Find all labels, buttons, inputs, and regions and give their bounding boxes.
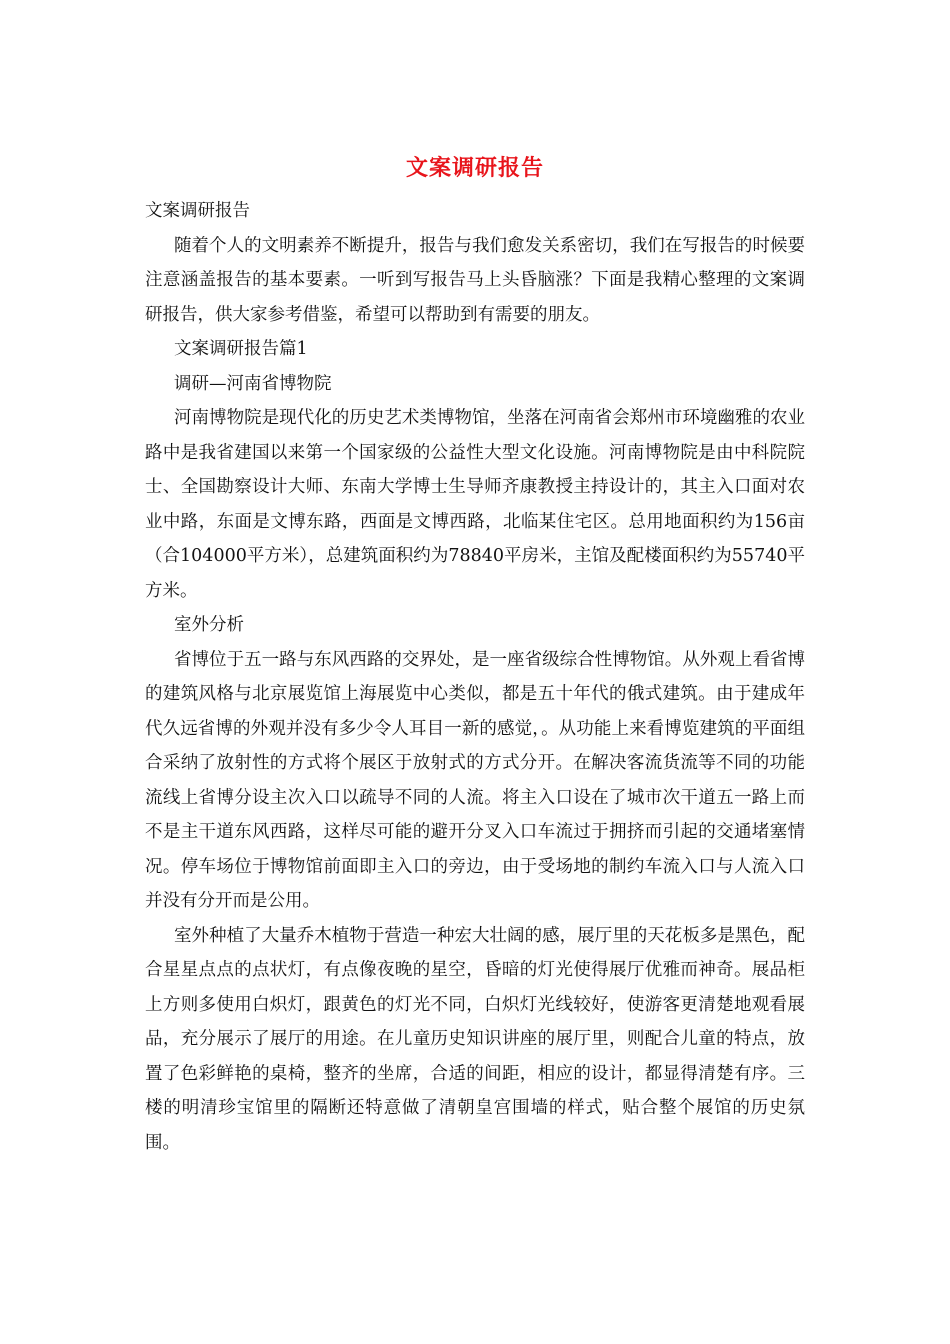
paragraph-intro: 随着个人的文明素养不断提升，报告与我们愈发关系密切，我们在写报告的时候要注意涵盖报告的基本要素。一听到写报告马上头昏脑涨？下面是我精心整理的文案调研报告，供大家参考借鉴，希望可以帮助到有需要的朋友。 <box>145 235 805 325</box>
section-heading-part1: 文案调研报告篇1 <box>174 339 308 359</box>
section-heading-outdoor: 室外分析 <box>174 615 244 635</box>
section-heading-research: 调研—河南省博物院 <box>174 373 332 394</box>
paragraph-subtitle: 文案调研报告 <box>145 201 250 221</box>
paragraph-museum-overview: 河南博物院是现代化的历史艺术类博物馆，坐落在河南省会郑州市环境幽雅的农业路中是我省建国以来第一个国家级的公益性大型文化设施。河南博物院是由中科院院士、全国勘察设计大师、东南大学博士生导师齐康教授主持设计的，其主入口面对农业中路，东面是文博东路，西面是文博西路，北临某住宅区。总用地面积约为156亩（合104000平方米），总建筑面积约为78840平房米，主馆及配楼面积约为55740平方米。 <box>145 408 805 601</box>
document-title: 文案调研报告 <box>405 155 544 181</box>
paragraph-outdoor-analysis: 省博位于五一路与东风西路的交界处，是一座省级综合性博物馆。从外观上看省博的建筑风格与北京展览馆上海展览中心类似，都是五十年代的俄式建筑。由于建成年代久远省博的外观并没有多少令人耳目一新的感觉，。从功能上来看博览建筑的平面组合采纳了放射性的方式将个展区于放射式的方式分开。在解决客流货流等不同的功能流线上省博分设主次入口以疏导不同的人流。将主入口设在了城市次干道五一路上而不是主干道东风西路，这样尽可能的避开分叉入口车流过于拥挤而引起的交通堵塞情况。停车场位于博物馆前面即主入口的旁边，由于受场地的制约车流入口与人流入口并没有分开而是公用。 <box>145 649 805 911</box>
paragraph-interior-design: 室外种植了大量乔木植物于营造一种宏大壮阔的感，展厅里的天花板多是黑色，配合星星点点的点状灯，有点像夜晚的星空，昏暗的灯光使得展厅优雅而神奇。展品柜上方则多使用白炽灯，跟黄色的灯光不同，白炽灯光线较好，使游客更清楚地观看展品，充分展示了展厅的用途。在儿童历史知识讲座的展厅里，则配合儿童的特点，放置了色彩鲜艳的桌椅，整齐的坐席，合适的间距，相应的设计，都显得清楚有序。三楼的明清珍宝馆里的隔断还特意做了清朝皇宫围墙的样式，贴合整个展馆的历史氛围。 <box>145 925 805 1153</box>
